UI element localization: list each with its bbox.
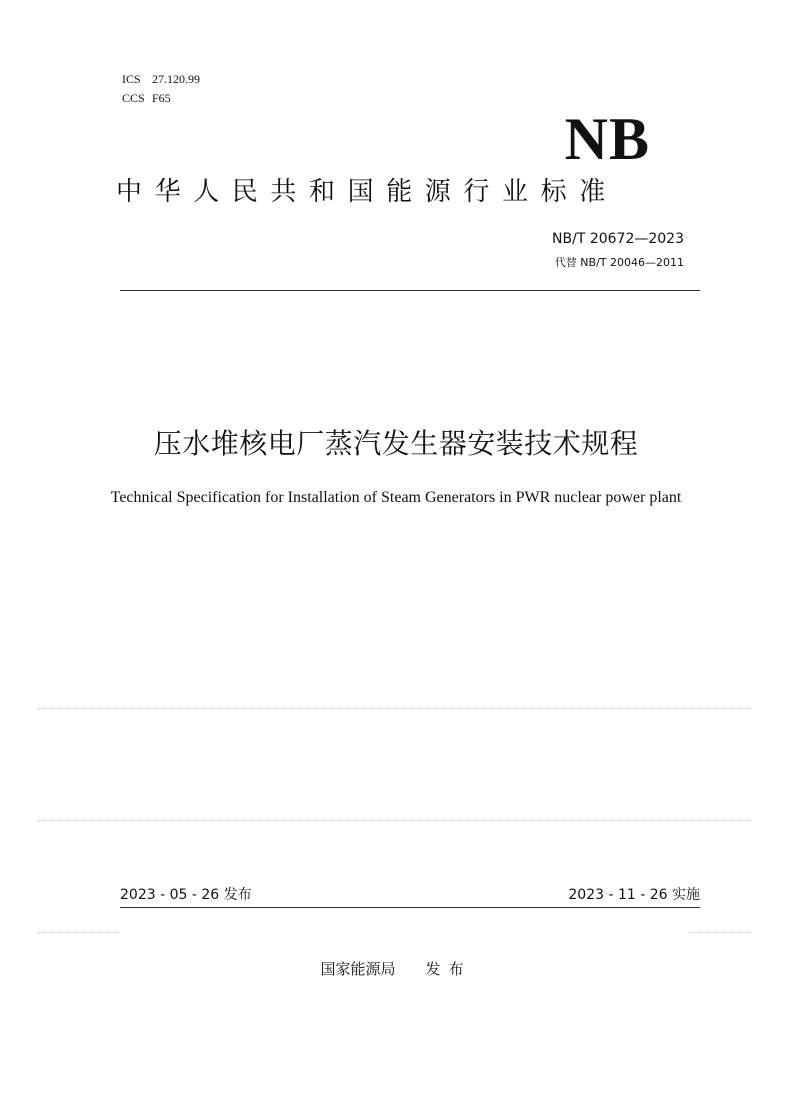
dotted-guide-left — [38, 932, 120, 933]
publish-date: 2023 - 05 - 26 发布 — [120, 887, 252, 903]
title-chinese: 压水堆核电厂蒸汽发生器安装技术规程 — [153, 427, 639, 460]
replaced-standard: 代替 NB/T 20046—2011 — [554, 256, 684, 269]
footer-divider — [120, 907, 700, 908]
effective-date: 2023 - 11 - 26 实施 — [568, 887, 700, 903]
ics-code — [122, 72, 200, 86]
issue-action: 发布 — [425, 960, 472, 978]
ccs-label: CCS — [122, 91, 145, 105]
ccs-value: F65 — [152, 91, 171, 105]
ccs-code — [122, 91, 171, 105]
ics-value: 27.120.99 — [152, 72, 200, 86]
dotted-guide-2 — [38, 820, 752, 821]
dotted-guide-right — [690, 932, 752, 933]
header-divider — [120, 290, 700, 291]
standard-category: 中华人民共和国能源行业标准 — [116, 177, 618, 207]
issuer — [0, 958, 792, 980]
issuing-organization: 国家能源局 — [320, 960, 396, 978]
ics-label: ICS — [122, 72, 141, 86]
dotted-guide-1 — [38, 708, 752, 709]
standard-number: NB/T 20672—2023 — [552, 231, 684, 247]
nb-logo: NB — [564, 106, 650, 172]
title-english: Technical Specification for Installation of Steam Generators in PWR nuclear power plant — [110, 489, 682, 506]
